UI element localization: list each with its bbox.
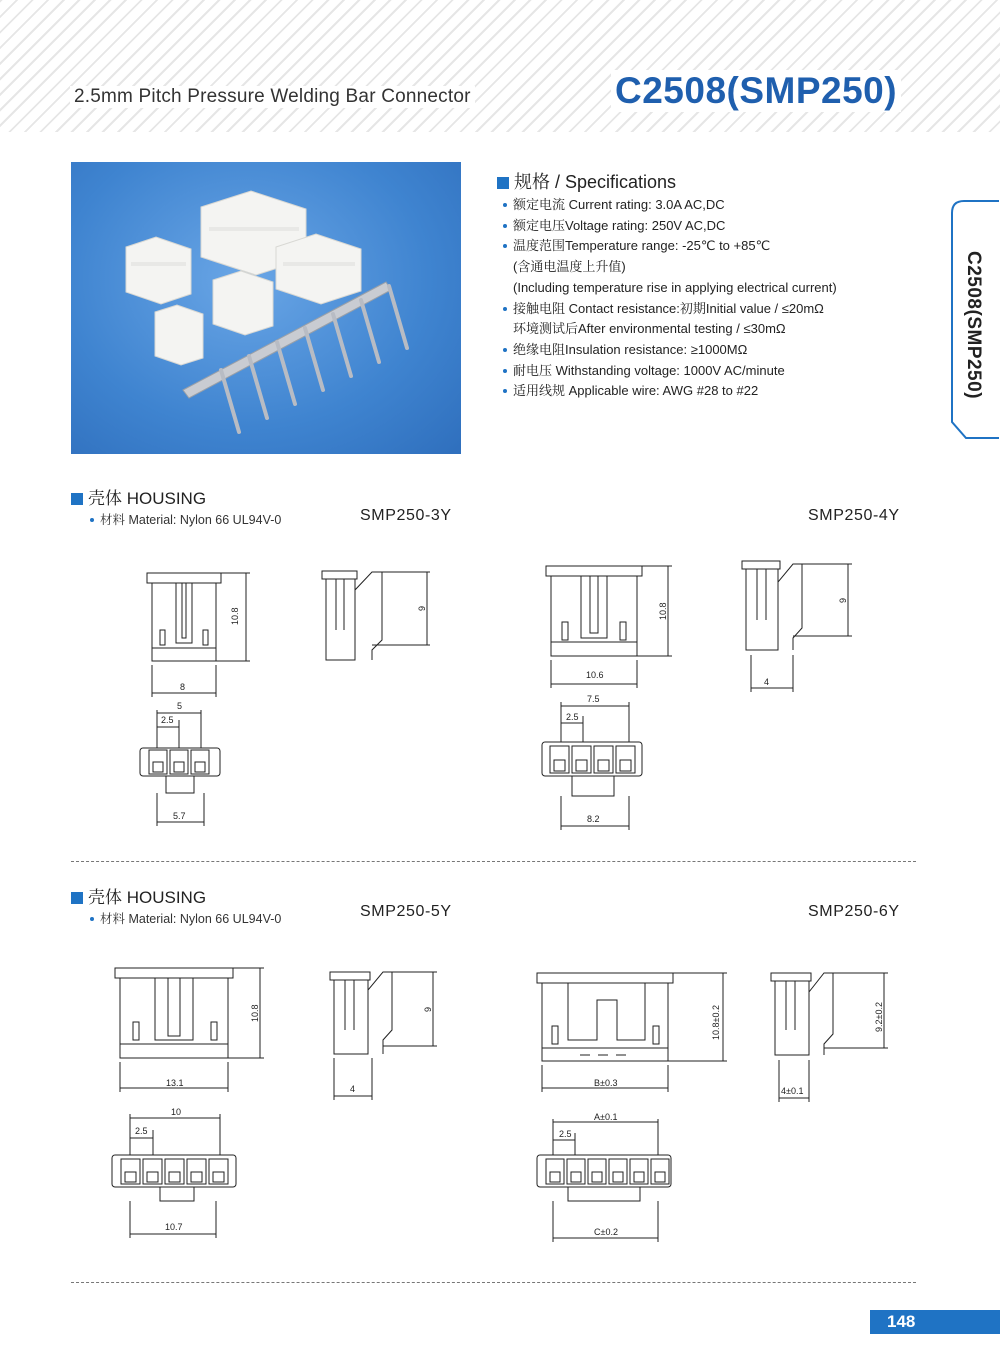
dim-3y-pitch-span: 5 xyxy=(177,701,183,711)
dim-6y-height: 10.8±0.2 xyxy=(711,1005,721,1040)
drawing-smp250-4y-front xyxy=(546,566,672,688)
drawing-smp250-4y-side xyxy=(742,561,852,692)
model-label-smp250-4y: SMP250-4Y xyxy=(808,507,900,524)
dim-5y-side-height: 9 xyxy=(423,1006,433,1012)
dim-3y-pitch: 2.5 xyxy=(161,715,174,725)
spec-item: 适用线规 Applicable wire: AWG #28 to #22 xyxy=(503,381,837,402)
drawing-smp250-5y-front xyxy=(115,968,264,1092)
drawing-smp250-3y-front xyxy=(147,573,250,697)
specifications-heading: 规格 / Specifications xyxy=(497,168,676,194)
page-number: 148 xyxy=(887,1312,916,1331)
drawing-smp250-5y-side xyxy=(330,972,437,1100)
dim-6y-pitch-span: A±0.1 xyxy=(594,1112,618,1122)
dim-4y-pitch-span: 7.5 xyxy=(587,694,600,704)
dim-6y-width: B±0.3 xyxy=(594,1078,618,1088)
spec-item: 额定电压Voltage rating: 250V AC,DC xyxy=(503,216,837,237)
dim-4y-height: 10.8 xyxy=(658,602,668,620)
dim-4y-side-height: 9 xyxy=(838,597,848,603)
dim-3y-side-height: 9 xyxy=(417,605,427,611)
drawing-smp250-3y-side xyxy=(322,571,430,660)
dim-5y-pitch: 2.5 xyxy=(135,1126,148,1136)
header-title: C2508(SMP250) xyxy=(611,70,901,112)
dim-5y-pitch-span: 10 xyxy=(171,1107,182,1117)
model-label-smp250-5y: SMP250-5Y xyxy=(360,903,452,920)
material-note-2: 材料 Material: Nylon 66 UL94V-0 xyxy=(90,909,281,927)
spec-item: (Including temperature rise in applying electrical current) xyxy=(513,279,837,295)
dim-6y-side-width: 4±0.1 xyxy=(781,1086,804,1096)
model-label-smp250-3y: SMP250-3Y xyxy=(360,507,452,524)
spec-item: 环境测试后After environmental testing / ≤30mΩ xyxy=(513,321,786,337)
spec-item: 温度范围Temperature range: -25℃ to +85℃ xyxy=(503,236,837,257)
dim-4y-side-width: 4 xyxy=(764,677,770,687)
spec-item: 额定电流 Current rating: 3.0A AC,DC xyxy=(503,195,837,216)
dim-6y-pitch: 2.5 xyxy=(559,1129,572,1139)
model-label-smp250-6y: SMP250-6Y xyxy=(808,903,900,920)
dim-6y-side-height: 9.2±0.2 xyxy=(874,1002,884,1032)
dim-4y-width: 10.6 xyxy=(586,670,604,680)
dim-3y-height: 10.8 xyxy=(230,607,240,625)
drawing-smp250-6y-bottom xyxy=(537,1119,671,1242)
dim-4y-pitch: 2.5 xyxy=(566,712,579,722)
dim-5y-width: 13.1 xyxy=(166,1078,184,1088)
drawing-smp250-6y-front xyxy=(537,973,727,1092)
dim-5y-height: 10.8 xyxy=(250,1004,260,1022)
dim-5y-side-width: 4 xyxy=(350,1084,356,1094)
spec-item: 绝缘电阻Insulation resistance: ≥1000MΩ xyxy=(503,340,837,361)
spec-item: 耐电压 Withstanding voltage: 1000V AC/minute xyxy=(503,361,837,382)
material-note-1: 材料 Material: Nylon 66 UL94V-0 xyxy=(90,510,281,528)
housing-heading-1: 壳体 HOUSING xyxy=(71,484,206,509)
spec-item: (含通电温度上升值) xyxy=(513,259,626,275)
dim-6y-bottom: C±0.2 xyxy=(594,1227,618,1237)
dim-3y-bottom: 5.7 xyxy=(173,811,186,821)
spec-item: 接触电阻 Contact resistance:初期Initial value / ≤20mΩ xyxy=(503,299,837,320)
dim-5y-bottom: 10.7 xyxy=(165,1222,183,1232)
drawing-smp250-5y-bottom xyxy=(112,1114,236,1238)
header-subtitle: 2.5mm Pitch Pressure Welding Bar Connector xyxy=(70,86,475,108)
dim-4y-bottom: 8.2 xyxy=(587,814,600,824)
drawing-smp250-4y-bottom xyxy=(542,702,642,830)
drawing-smp250-3y-bottom xyxy=(140,710,220,826)
drawing-smp250-6y-side xyxy=(771,973,888,1102)
housing-heading-2: 壳体 HOUSING xyxy=(71,883,206,908)
dim-3y-width: 8 xyxy=(180,682,186,692)
side-tab-label: C2508(SMP250) xyxy=(963,250,984,400)
